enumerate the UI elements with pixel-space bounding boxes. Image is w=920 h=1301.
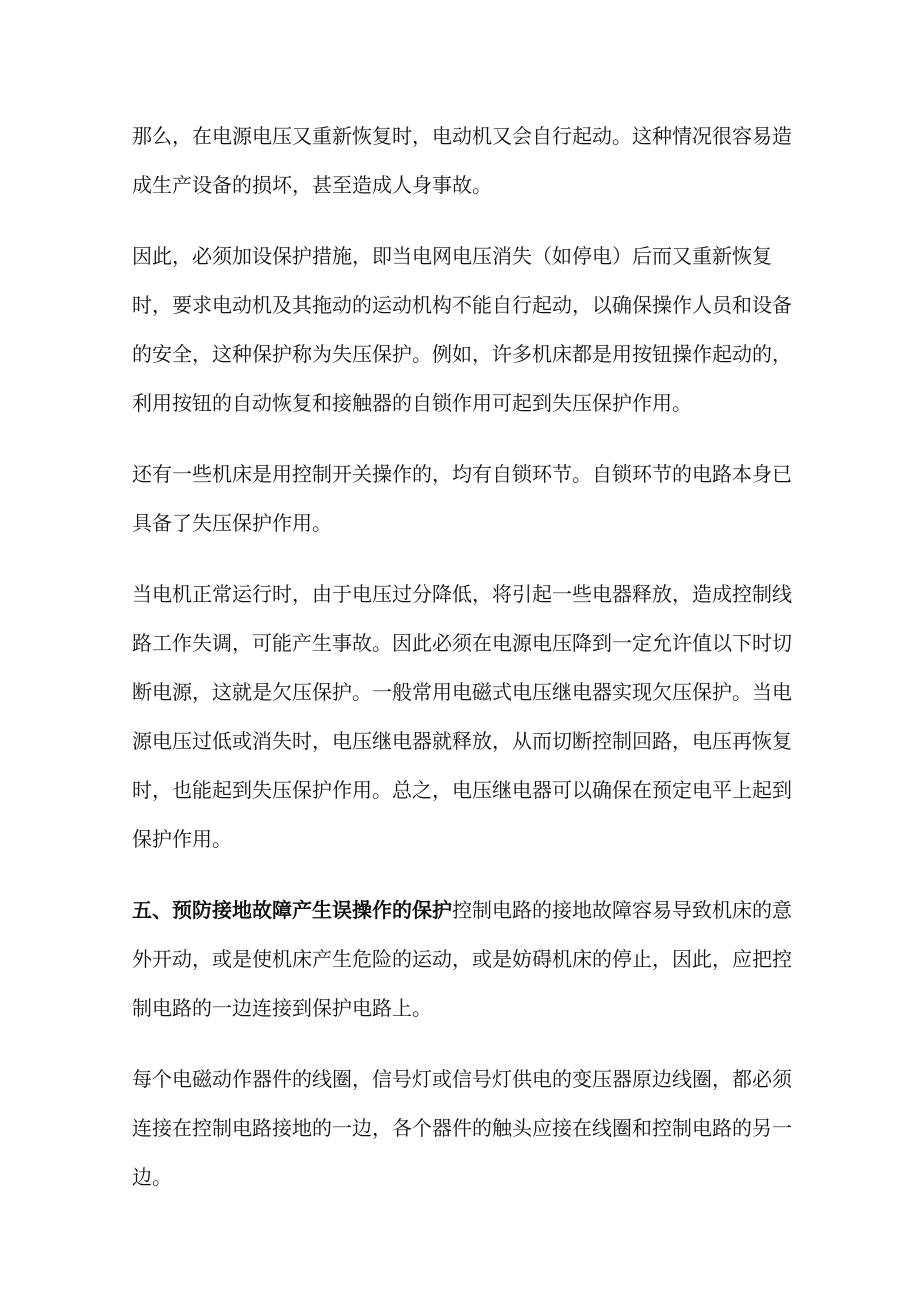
- document-page: [132, 112, 797, 1224]
- paragraph-ground-fault-section: [132, 886, 797, 1033]
- paragraph-restart-hazard: 那么，在电源电压又重新恢复时，电动机又会自行起动。这种情况很容易造成生产设备的损坏，甚至造成人身事故。: [132, 124, 792, 197]
- paragraph-coil-connection: 每个电磁动作器件的线圈，信号灯或信号灯供电的变压器原边线圈，都必须连接在控制电路接地的一边，各个器件的触头应接在线圈和控制电路的另一边。: [132, 1067, 792, 1189]
- section-heading: 五、预防接地故障产生误操作的保护: [132, 898, 452, 922]
- paragraph-undervoltage-protection: 当电机正常运行时，由于电压过分降低，将引起一些电器释放，造成控制线路工作失调，可能产生事故。因此必须在电源电压降到一定允许值以下时切断电源，这就是欠压保护。一般常用电磁式电压继电器实现欠压保护。当电源电压过低或消失时，电压继电器就释放，从而切断控制回路，电压再恢复时，也能起到失压保护作用。总之，电压继电器可以确保在预定电平上起到保护作用。: [132, 582, 792, 851]
- paragraph-voltage-loss-protection: 因此，必须加设保护措施，即当电网电压消失（如停电）后而又重新恢复时，要求电动机及其拖动的运动机构不能自行起动，以确保操作人员和设备的安全，这种保护称为失压保护。例如，许多机床都是用按钮操作起动的，利用按钮的自动恢复和接触器的自锁作用可起到失压保护作用。: [132, 244, 792, 415]
- section-body: 控制电路的接地故障容易导致机床的意外开动，或是使机床产生危险的运动，或是妨碍机床的停止，因此，应把控制电路的一边连接到保护电路上。: [132, 898, 792, 1020]
- paragraph-self-locking: 还有一些机床是用控制开关操作的，均有自锁环节。自锁环节的电路本身已具备了失压保护作用。: [132, 462, 792, 535]
